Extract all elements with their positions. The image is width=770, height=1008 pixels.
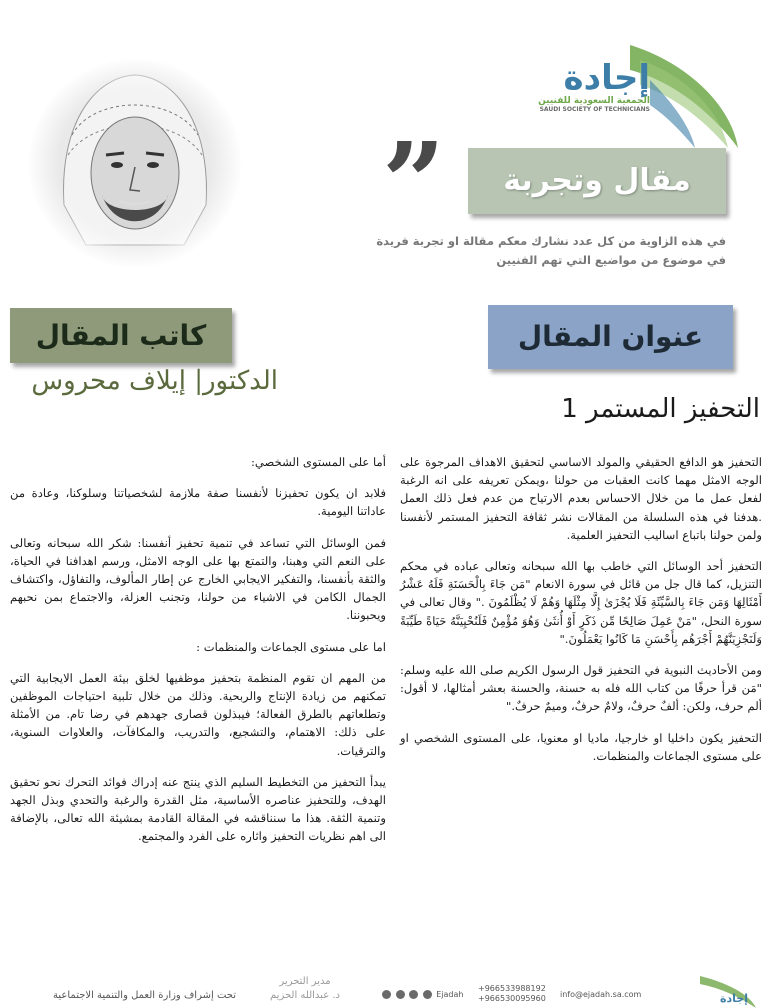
footer-phone-1: +966533988192 bbox=[478, 984, 546, 993]
author-name: الدكتور| إيلاف محروس bbox=[31, 366, 278, 396]
logo-en-text: SAUDI SOCIETY OF TECHNICIANS bbox=[539, 106, 650, 113]
ejadah-logo bbox=[500, 40, 740, 150]
paragraph: يبدأ التحفيز من التخطيط السليم الذي ينتج عنه إدراك فوائد التحرك نحو تحقيق الهدف، وللتحفيز عناصره الأساسية، مثل القدرة والرغبة والتحدي وبذل الجهد وتنمية الثقة. هذا ما سنناقشه في المقالة القادمة بمشيئة الله تعالى، بالإضافة الى اهم نظريات التحفيز واثاره على الفرد والمجتمع. bbox=[10, 774, 386, 844]
footer-logo-icon bbox=[690, 974, 760, 1008]
snapchat-icon[interactable] bbox=[409, 990, 418, 999]
instagram-icon[interactable] bbox=[396, 990, 405, 999]
logo-sub-text: الجمعية السعودية للفنيين bbox=[538, 96, 650, 106]
paragraph: ومن الأحاديث النبوية في التحفيز قول الرسول الكريم صلى الله عليه وسلم: "مَن قرأ حرفًا من كتاب الله فله به حسنة، والحسنة بعشر أمثالها، لا أقول: ألم حرف، ولكن: ألفٌ حرفٌ، ولامٌ حرفٌ، وميمٌ حرفٌ." bbox=[400, 663, 762, 714]
footer-email[interactable]: info@ejadah.sa.com bbox=[560, 990, 642, 999]
quote-mark-icon: ” bbox=[382, 118, 446, 247]
youtube-icon[interactable] bbox=[423, 990, 432, 999]
paragraph: من المهم ان تقوم المنظمة بتحفيز موظفيها لخلق بيئة العمل الايجابية التي تمكنهم من زيادة الإنتاج والربحية. وذلك من خلال تلبية احتياجات الموظفين وتطلعاتهم بالطرق الفعالة؛ فيبذلون قصارى جهدهم في رضا تام. من الأمثلة على ذلك: الاهتمام، والتشجيع، والتدريب، والمكافآت، والعلاوات السنوية، والترقيات. bbox=[10, 670, 386, 758]
article-column-left bbox=[10, 453, 386, 859]
social-handle: Ejadah bbox=[436, 990, 464, 999]
paragraph: فمن الوسائل التي تساعد في تنمية تحفيز أنفسنا: شكر الله سبحانه وتعالى على النعم التي وهبنا، والتمتع بها على الوجه الامثل، ورسم اهدافنا في الحياة، والثقة بأنفسنا، والتفكير الايجابي الخارج عن إطار المألوف، والتفاؤل، واكتشاف الجمال الكامن في الاشياء من حولنا، وتجنب العزلة، والاجتماع بمن نحبهم ويحبوننا. bbox=[10, 535, 386, 623]
editor-label: مدير التحرير bbox=[279, 976, 331, 987]
paragraph: اما على مستوى الجماعات والمنظمات : bbox=[196, 639, 386, 654]
footer-social bbox=[382, 990, 463, 999]
paragraph: التحفيز هو الدافع الحقيقي والمولد الاساسي لتحقيق الاهداف المرجوة على الوجه الامثل مهما كانت العقبات من حولنا ،ويمكن تعريفه على انه الرغبة لفعل عمل ما من خلال الاحساس بعدم الارتياح من عدم فعل ذلك العمل .هدفنا في هذه السلسلة من المقالات نشر ثقافة التحفيز المستمر لأنفسنا ولمن حولنا باتباع اساليب التحفيز العلمية. bbox=[400, 455, 762, 542]
author-portrait bbox=[24, 55, 246, 270]
twitter-icon[interactable] bbox=[382, 990, 391, 999]
paragraph: فلابد ان يكون تحفيزنا لأنفسنا صفة ملازمة لشخصياتنا وسلوكنا، وعادة من عاداتنا اليومية. bbox=[10, 486, 386, 519]
article-title: التحفيز المستمر 1 bbox=[561, 394, 760, 424]
supervision-text: تحت إشراف وزارة العمل والتنمية الاجتماعية bbox=[53, 990, 236, 1001]
paragraph: التحفيز يكون داخليا او خارجيا، ماديا او معنويا، على المستوى الشخصي او على مستوى الجماعات والمنظمات. bbox=[400, 730, 762, 763]
paragraph: التحفيز أحد الوسائل التي خاطب بها الله سبحانه وتعالى عباده في محكم التنزيل، كما قال جل من قائل في سورة الانعام "مَن جَاءَ بِالْحَسَنَةِ فَلَهُ عَشْرُ أَمْثَالِهَا وَمَن جَاءَ بِالسَّيِّئَةِ فَلَا يُجْزَىٰ إِلَّا مِثْلَهَا وَهُمْ لَا يُظْلَمُونَ ." وقال تعالى في سورة النحل، "مَنْ عَمِلَ صَالِحًا مِّن ذَكَرٍ أَوْ أُنثَىٰ وَهُوَ مُؤْمِنٌ فَلَنُحْيِيَنَّهُ حَيَاةً طَيِّبَةً وَلَنَجْزِيَنَّهُمْ أَجْرَهُم بِأَحْسَنِ مَا كَانُوا يَعْمَلُونَ." bbox=[400, 559, 762, 646]
intro-text: في هذه الزاوية من كل عدد نشارك معكم مقالة او تجربة فريدة في موضوع من مواضيع التي تهم الفنيين bbox=[376, 234, 726, 267]
paragraph: أما على المستوى الشخصي: bbox=[250, 455, 386, 469]
svg-text:إجادة: إجادة bbox=[720, 992, 748, 1005]
logo-main-text: إجادة bbox=[563, 58, 650, 98]
author-label: كاتب المقال bbox=[10, 308, 232, 363]
editor-name: د. عبدالله الحزيم bbox=[270, 990, 340, 1001]
article-title-label: عنوان المقال bbox=[488, 305, 733, 369]
article-column-right bbox=[400, 453, 762, 778]
page-footer bbox=[0, 970, 770, 1008]
section-title-banner: مقال وتجربة bbox=[468, 148, 726, 214]
footer-phone-2: +966530095960 bbox=[478, 994, 546, 1003]
